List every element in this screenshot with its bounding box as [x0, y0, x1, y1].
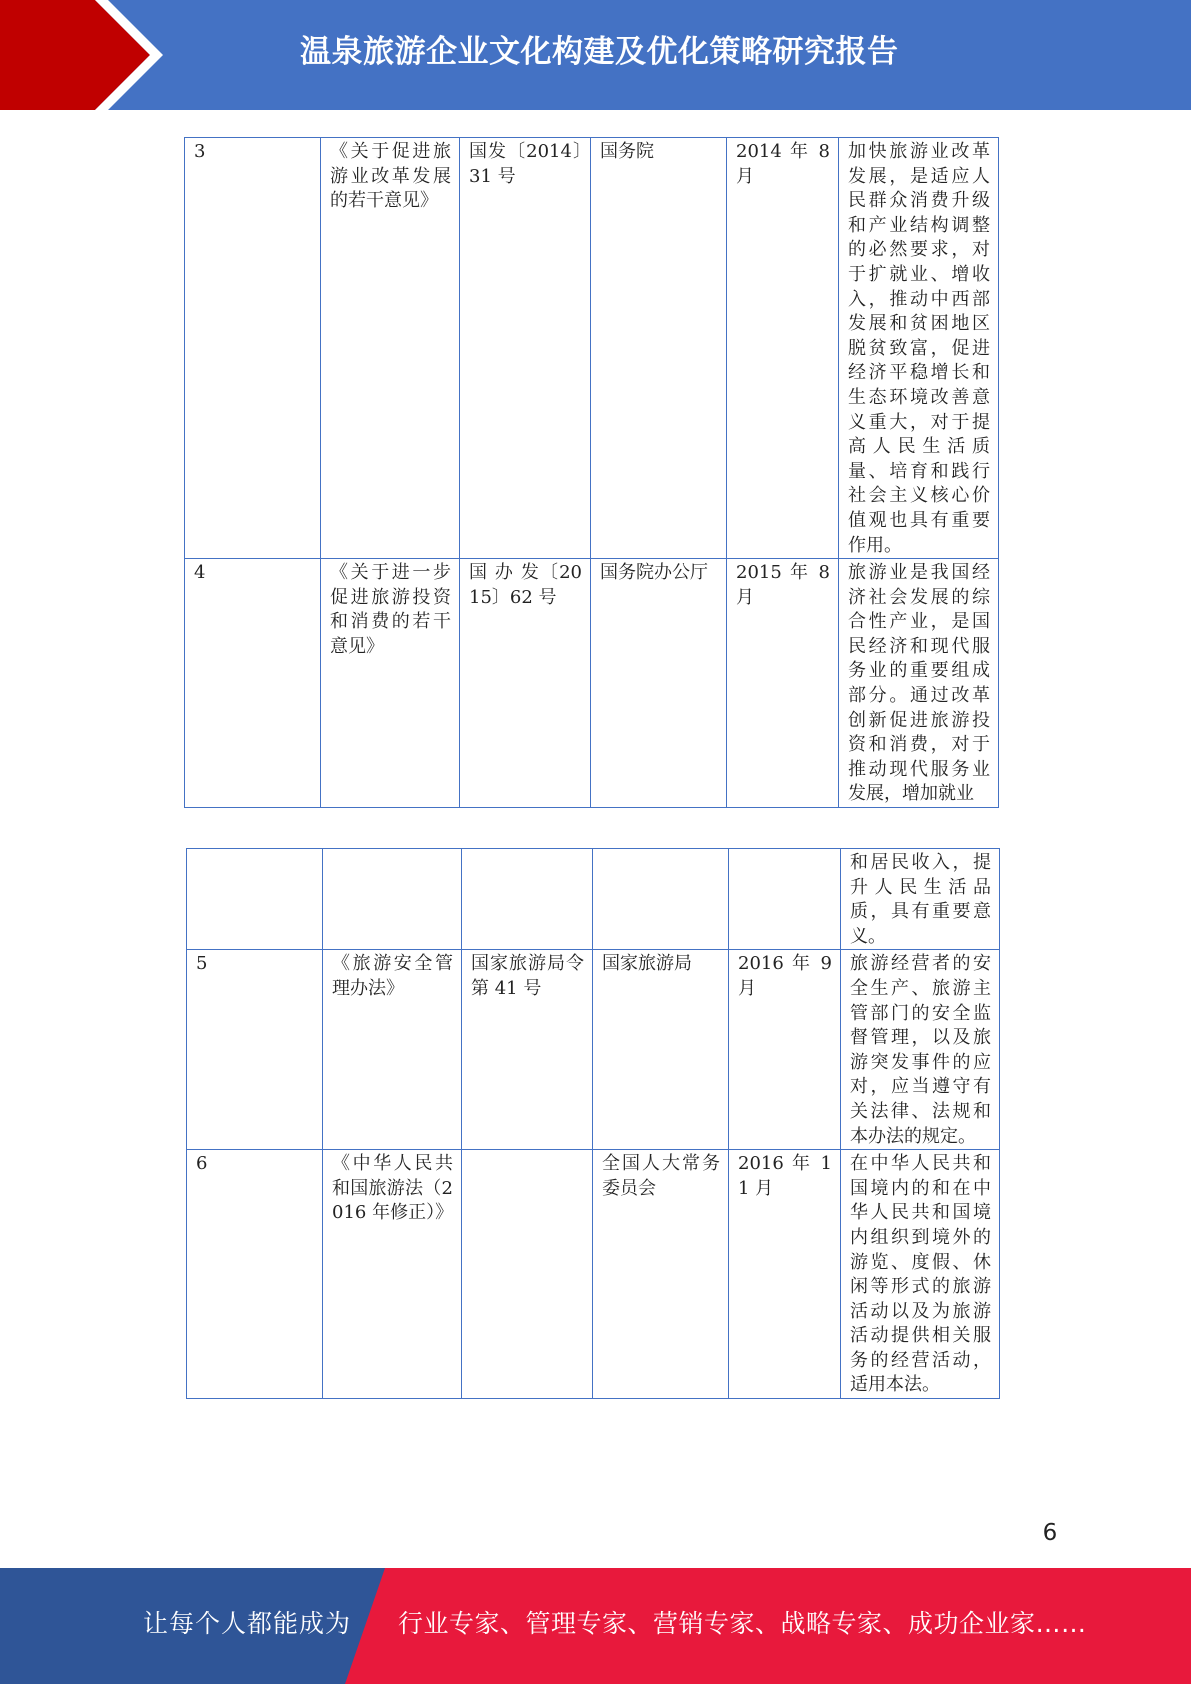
policy-content: 和居民收入，提升人民生活品质，具有重要意义。 — [841, 849, 1000, 950]
document-number — [462, 1150, 593, 1399]
policy-name: 《关于促进旅游业改革发展的若干意见》 — [321, 138, 460, 559]
footer-slogan-left: 让每个人都能成为 — [143, 1609, 352, 1638]
issue-date: 2014 年 8 月 — [727, 138, 839, 559]
policy-name: 《中华人民共和国旅游法（2016 年修正）》 — [323, 1150, 462, 1399]
policy-content: 旅游业是我国经济社会发展的综合性产业，是国民经济和现代服务业的重要组成部分。通过改革创新促进旅游投资和消费，对于推动现代服务业发展，增加就业 — [839, 559, 999, 808]
table-row — [185, 138, 999, 559]
row-number: 3 — [185, 138, 321, 559]
document-number: 国家旅游局令第 41 号 — [462, 950, 593, 1150]
issue-date: 2015 年 8 月 — [727, 559, 839, 808]
issuing-body — [593, 849, 729, 950]
policy-table-part2 — [186, 848, 1000, 1399]
table-row — [187, 849, 1000, 950]
row-number: 6 — [187, 1150, 323, 1399]
table-row — [187, 1150, 1000, 1399]
page-header — [0, 0, 1191, 110]
issue-date: 2016 年 9 月 — [729, 950, 841, 1150]
table-row — [185, 559, 999, 808]
policy-name: 《关于进一步促进旅游投资和消费的若干意见》 — [321, 559, 460, 808]
row-number — [187, 849, 323, 950]
document-number: 国 办 发〔2015〕62 号 — [460, 559, 591, 808]
document-number: 国发〔2014〕31 号 — [460, 138, 591, 559]
policy-content: 旅游经营者的安全生产、旅游主管部门的安全监督管理，以及旅游突发事件的应对，应当遵守有关法律、法规和本办法的规定。 — [841, 950, 1000, 1150]
row-number: 5 — [187, 950, 323, 1150]
header-red-chevron — [0, 0, 190, 110]
report-title: 温泉旅游企业文化构建及优化策略研究报告 — [300, 34, 899, 70]
policy-content: 加快旅游业改革发展，是适应人民群众消费升级和产业结构调整的必然要求，对于扩就业、增收入，推动中西部发展和贫困地区脱贫致富，促进经济平稳增长和生态环境改善意义重大，对于提高人民生活质量、培育和践行社会主义核心价值观也具有重要作用。 — [839, 138, 999, 559]
policy-name — [323, 849, 462, 950]
row-number: 4 — [185, 559, 321, 808]
page-number: 6 — [1042, 1520, 1058, 1546]
issuing-body: 国务院办公厅 — [591, 559, 727, 808]
issue-date: 2016 年 11 月 — [729, 1150, 841, 1399]
issuing-body: 国家旅游局 — [593, 950, 729, 1150]
table-row — [187, 950, 1000, 1150]
issue-date — [729, 849, 841, 950]
policy-content: 在中华人民共和国境内的和在中华人民共和国境内组织到境外的游览、度假、休闲等形式的旅游活动以及为旅游活动提供相关服务的经营活动，适用本法。 — [841, 1150, 1000, 1399]
page-footer — [0, 1568, 1191, 1684]
issuing-body: 全国人大常务委员会 — [593, 1150, 729, 1399]
document-number — [462, 849, 593, 950]
policy-name: 《旅游安全管理办法》 — [323, 950, 462, 1150]
footer-slogan-right: 行业专家、管理专家、营销专家、战略专家、成功企业家…… — [398, 1609, 1087, 1638]
issuing-body: 国务院 — [591, 138, 727, 559]
policy-table-part1 — [184, 137, 999, 808]
